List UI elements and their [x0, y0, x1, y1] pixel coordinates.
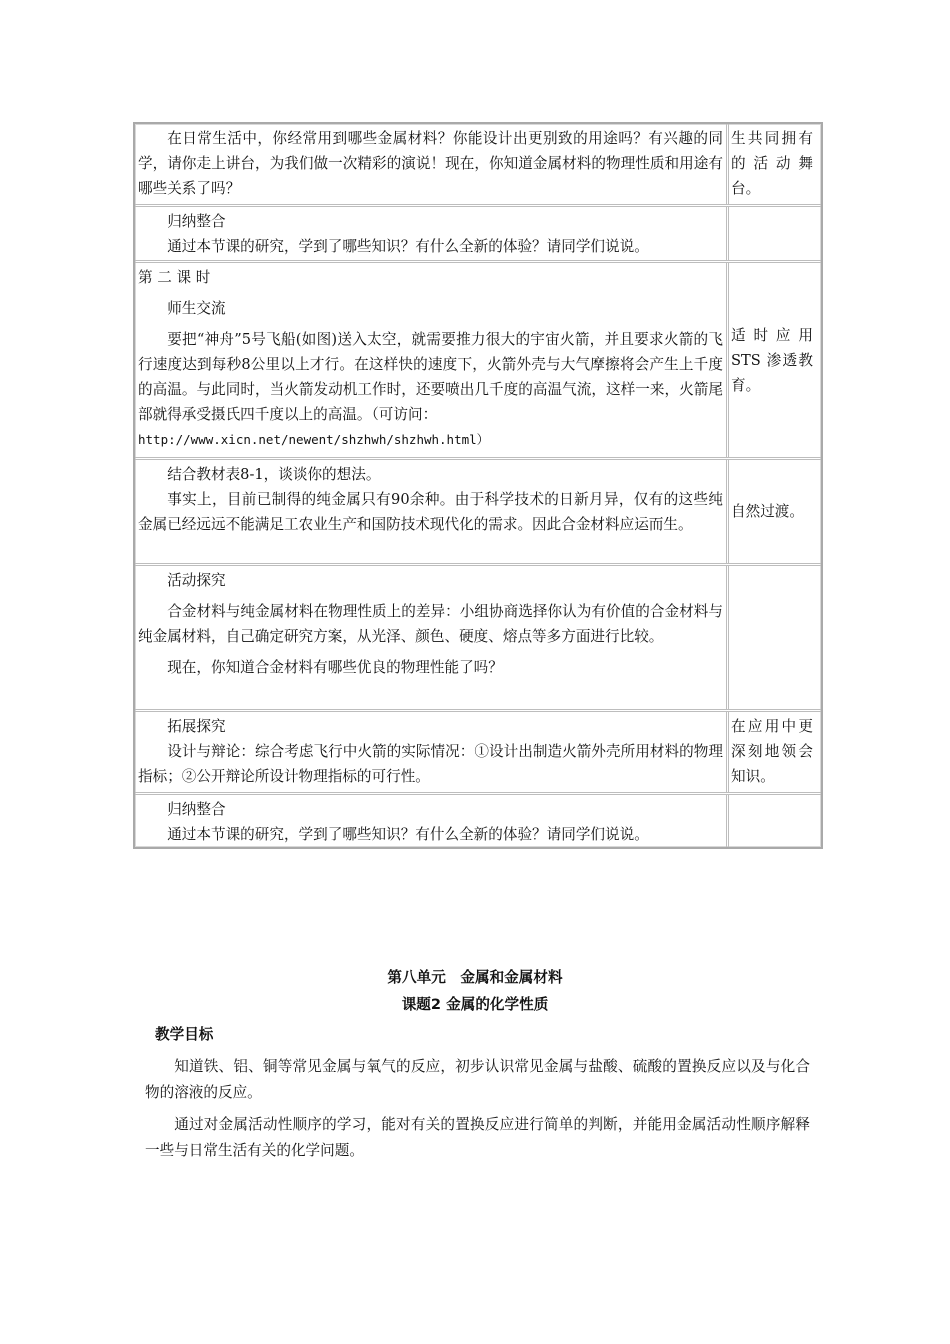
table-row: [135, 124, 821, 204]
lesson-title: 课题2 金属的化学性质: [401, 996, 549, 1013]
note-text: 自然过渡。: [731, 503, 804, 520]
paragraph: 结合教材表8-1，谈谈你的想法。: [167, 466, 381, 483]
table-note-cell: [729, 263, 815, 457]
table-main-cell: [135, 207, 729, 260]
note-text: 适 时 应 用STS 渗透教育。: [731, 326, 813, 394]
paragraph: 设计与辩论：综合考虑飞行中火箭的实际情况：①设计出制造火箭外壳所用材料的物理指标；②公开辩论所设计物理指标的可行性。: [138, 743, 723, 785]
table-note-cell: [729, 566, 815, 709]
goal-paragraph: 知道铁、铝、铜等常见金属与氧气的反应，初步认识常见金属与盐酸、硫酸的置换反应以及与化合物的溶液的反应。: [145, 1058, 810, 1101]
table-note-cell: [729, 795, 815, 847]
paragraph: 通过本节课的研究，学到了哪些知识？有什么全新的体验？请同学们说说。: [167, 826, 649, 843]
table-main-cell: [135, 712, 729, 792]
paragraph: 现在，你知道合金材料有哪些优良的物理性能了吗？: [167, 659, 503, 676]
unit-title: 第八单元 金属和金属材料: [387, 969, 563, 986]
paragraph: 在日常生活中，你经常用到哪些金属材料？你能设计出更别致的用途吗？有兴趣的同学，请你走上讲台，为我们做一次精彩的演说！现在，你知道金属材料的物理性质和用途有哪些关系了吗？: [138, 130, 723, 197]
row-heading: 活动探究: [167, 572, 226, 589]
table-note-cell: [729, 124, 815, 204]
table-main-cell: [135, 263, 729, 457]
table-row: [135, 563, 821, 709]
paragraph: 通过本节课的研究，学到了哪些知识？有什么全新的体验？请同学们说说。: [167, 238, 649, 255]
table-row: [135, 204, 821, 260]
paragraph: 合金材料与纯金属材料在物理性质上的差异：小组协商选择你认为有价值的合金材料与纯金属材料，自己确定研究方案，从光泽、颜色、硬度、熔点等多方面进行比较。: [138, 603, 723, 645]
table-row: [135, 792, 821, 847]
table-note-cell: [729, 460, 815, 563]
table-row: [135, 457, 821, 563]
row-heading: 归纳整合: [167, 213, 226, 230]
lesson-plan-table: [133, 122, 823, 849]
row-heading: 归纳整合: [167, 801, 226, 818]
note-text: 生共同拥有的 活 动 舞台。: [731, 130, 813, 197]
lesson-heading: 第 二 课 时: [138, 269, 211, 286]
goals-heading: 教学目标: [155, 1026, 214, 1043]
note-text: 在应用中更深刻地领会知识。: [731, 718, 813, 785]
paragraph: 事实上，目前已制得的纯金属只有90余种。由于科学技术的日新月异，仅有的这些纯金属已经远远不能满足工农业生产和国防技术现代化的需求。因此合金材料应运而生。: [138, 491, 723, 533]
goal-paragraph: 通过对金属活动性顺序的学习，能对有关的置换反应进行简单的判断，并能用金属活动性顺序解释一些与日常生活有关的化学问题。: [145, 1116, 810, 1159]
table-main-cell: [135, 124, 729, 204]
table-main-cell: [135, 460, 729, 563]
table-main-cell: [135, 566, 729, 709]
paragraph: 要把“神舟”5号飞船(如图)送入太空，就需要推力很大的宇宙火箭，并且要求火箭的飞行速度达到每秒8公里以上才行。在这样快的速度下，火箭外壳与大气摩擦将会产生上千度的高温。与此同时，当火箭发动机工作时，还要喷出几千度的高温气流，这样一来，火箭尾部就得承受摄氏四千度以上的高温。（可访问：: [138, 331, 723, 423]
table-row: [135, 260, 821, 457]
reference-url: http://www.xicn.net/newent/shzhwh/shzhwh.html）: [138, 432, 490, 447]
table-note-cell: [729, 712, 815, 792]
row-heading: 拓展探究: [167, 718, 226, 735]
table-note-cell: [729, 207, 815, 260]
teaching-goals: [145, 1022, 810, 1164]
table-row: [135, 709, 821, 792]
row-heading: 师生交流: [167, 300, 226, 317]
table-main-cell: [135, 795, 729, 847]
